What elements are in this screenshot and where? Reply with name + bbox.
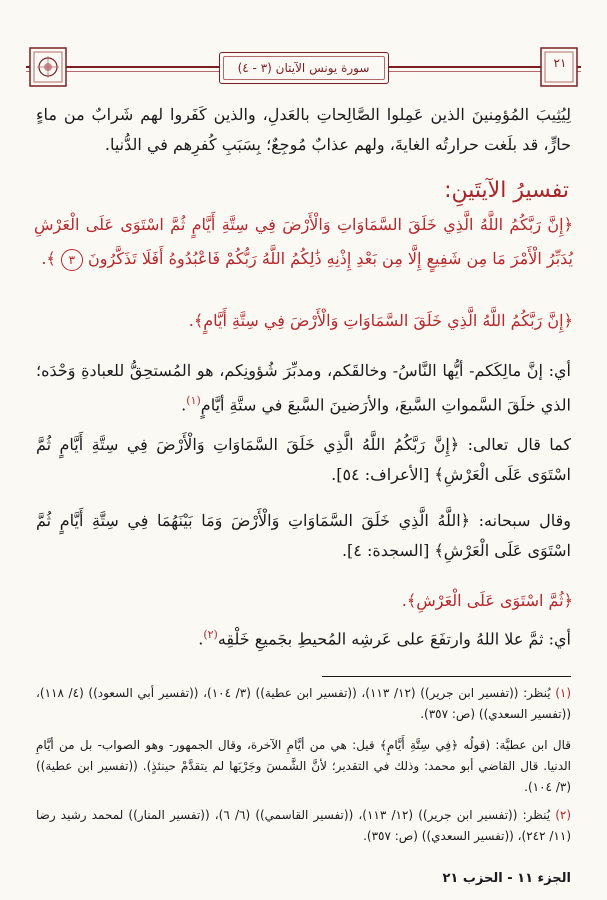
footnote-2	[36, 805, 571, 847]
left-ornament-icon	[26, 44, 70, 90]
paragraph-1-text: أي: إنَّ مالِكَكم- أيُّها النَّاسُ- وخالقَكم، ومدبِّرَ شُؤونِكم، هو المُستحِقُّ للعبادةِ وَحْدَه؛ الذي خلَقَ السَّمواتِ السَّبعَ، والأرَضينَ السَّبعَ في ستَّةِ أيَّامٍ$^{(١)}$.	[36, 361, 572, 415]
verse-block-1	[34, 208, 573, 276]
footnote-1-text: يُنظر: ((تفسير ابن جرير)) (١٢/ ١١٣)، ((تفسير ابن عطية)) (٣/ ١٠٤)، ((تفسير أبي السعود)) (٤/ ١١٨)، ((تفسير السعدي)) (ص: ٣٥٧).	[36, 686, 571, 721]
quote-ref-araf: [الأعراف: ٥٤].	[331, 465, 435, 484]
verse-block-3: ﴿ثُمَّ اسْتَوَى عَلَى الْعَرْشِ﴾.	[401, 591, 573, 610]
page-number: ٢١	[553, 56, 567, 70]
paragraph-4-body: أي: ثمَّ علا اللهُ وارتفَعَ على عَرشِه المُحيطِ بجَميعِ خَلْقِه	[217, 629, 571, 649]
footnote-1-number: (١)	[555, 686, 572, 700]
intro-text: لِيُثِيبَ المُؤمِنينَ الذين عَمِلوا الصَّالِحاتِ بالعَدلِ، والذين كَفَروا لهم شَرابٌ من ماءٍ حارٍّ، قد بلَغت حرارتُه الغايةَ، ولهم عذابٌ مُوجِعٌ؛ بِسَبَبِ كُفرِهم في الدُّنيا.	[36, 105, 571, 154]
intro-paragraph	[36, 100, 571, 160]
ayah-number-mark: ٣	[61, 249, 83, 271]
footnote-1	[36, 683, 571, 725]
footnote-2-number: (٢)	[555, 808, 572, 822]
paragraph-2-text	[36, 430, 571, 490]
quran-quote-araf: ﴿إِنَّ رَبَّكُمُ اللَّهُ الَّذِي خَلَقَ السَّمَاوَاتِ وَالْأَرْضَ فِي سِتَّةِ أَيَّامٍ ثُمَّ اسْتَوَى عَلَى الْعَرْشِ﴾	[36, 435, 571, 484]
verse-block-2: ﴿إِنَّ رَبَّكُمُ اللَّهُ الَّذِي خَلَقَ السَّمَاوَاتِ وَالْأَرْضَ فِي سِتَّةِ أَيَّامٍ﴾.	[188, 311, 573, 330]
verse-close-bracket: ﴾.	[41, 249, 56, 268]
paragraph-3-text	[36, 506, 571, 566]
footnote-ref-2: (٢)	[203, 628, 218, 641]
section-heading: تفسيرُ الآيتَينِ:	[444, 178, 569, 203]
paragraph-2	[36, 430, 571, 490]
page-header	[26, 44, 581, 90]
paragraph-4-text: أي: ثمَّ علا اللهُ وارتفَعَ على عَرشِه المُحيطِ بجَميعِ خَلْقِه$^{(٢)}$.	[198, 628, 571, 649]
paragraph-3-lead: وقال سبحانه:	[470, 511, 572, 530]
paragraph-1	[36, 356, 571, 420]
paragraph-3	[36, 506, 571, 566]
paragraph-2-lead: كما قال تعالى:	[459, 435, 571, 454]
quote-ref-sajda: [السجدة: ٤].	[341, 541, 435, 560]
footnote-2-text: يُنظر: ((تفسير ابن جرير)) (١٢/ ١١٣)، ((تفسير القاسمي)) (٦/ ٦)، ((تفسير المنار)) لمحمد رشيد رضا (١١/ ٢٤٢)، ((تفسير السعدي)) (ص: ٣٥٧).	[36, 808, 571, 843]
footnote-1-continued: قال ابن عطيَّة: (قولُه ﴿فِي سِتَّةِ أَيَّامٍ﴾ قيل: هي من أيَّامِ الآخرة، وقال الجمهور- وهو الصواب- بل من أيَّامِ الدنيا. قال القاضي أبو محمد: وذلك في التقدير؛ لأنَّ الشَّمسَ وجَرْيَها لم يتقدَّمْ حينئذٍ). ((تفسير ابن عطية)) (٣/ ١٠٤).	[36, 738, 571, 794]
running-title-box	[219, 52, 389, 84]
running-title: سورة يونس الآيتان (٣ - ٤)	[237, 61, 370, 75]
footnote-divider	[322, 676, 571, 677]
page-footer: الجزء ١١ - الحزب ٢١	[442, 871, 571, 886]
verse-text-1: ﴿إِنَّ رَبَّكُمُ اللَّهُ الَّذِي خَلَقَ السَّمَاوَاتِ وَالْأَرْضَ فِي سِتَّةِ أَيَّامٍ ثُمَّ اسْتَوَى عَلَى الْعَرْشِ يُدَبِّرُ الْأَمْرَ مَا مِن شَفِيعٍ إِلَّا مِن بَعْدِ إِذْنِهِ ذَٰلِكُمُ اللَّهُ رَبُّكُمْ فَاعْبُدُوهُ أَفَلَا تَذَكَّرُونَ	[34, 215, 573, 268]
footnote-ref-1: (١)	[186, 394, 201, 407]
paragraph-1-body: أي: إنَّ مالِكَكم- أيُّها النَّاسُ- وخالقَكم، ومدبِّرَ شُؤونِكم، هو المُستحِقُّ للعبادةِ وَحْدَه؛ الذي خلَقَ السَّمواتِ السَّبعَ، والأرَضينَ السَّبعَ في ستَّةِ أيَّامٍ	[36, 361, 572, 415]
paragraph-4	[36, 620, 571, 654]
quran-quote-sajda: ﴿اللَّهُ الَّذِي خَلَقَ السَّمَاوَاتِ وَالْأَرْضَ وَمَا بَيْنَهُمَا فِي سِتَّةِ أَيَّامٍ ثُمَّ اسْتَوَى عَلَى الْعَرْشِ﴾	[36, 511, 571, 560]
